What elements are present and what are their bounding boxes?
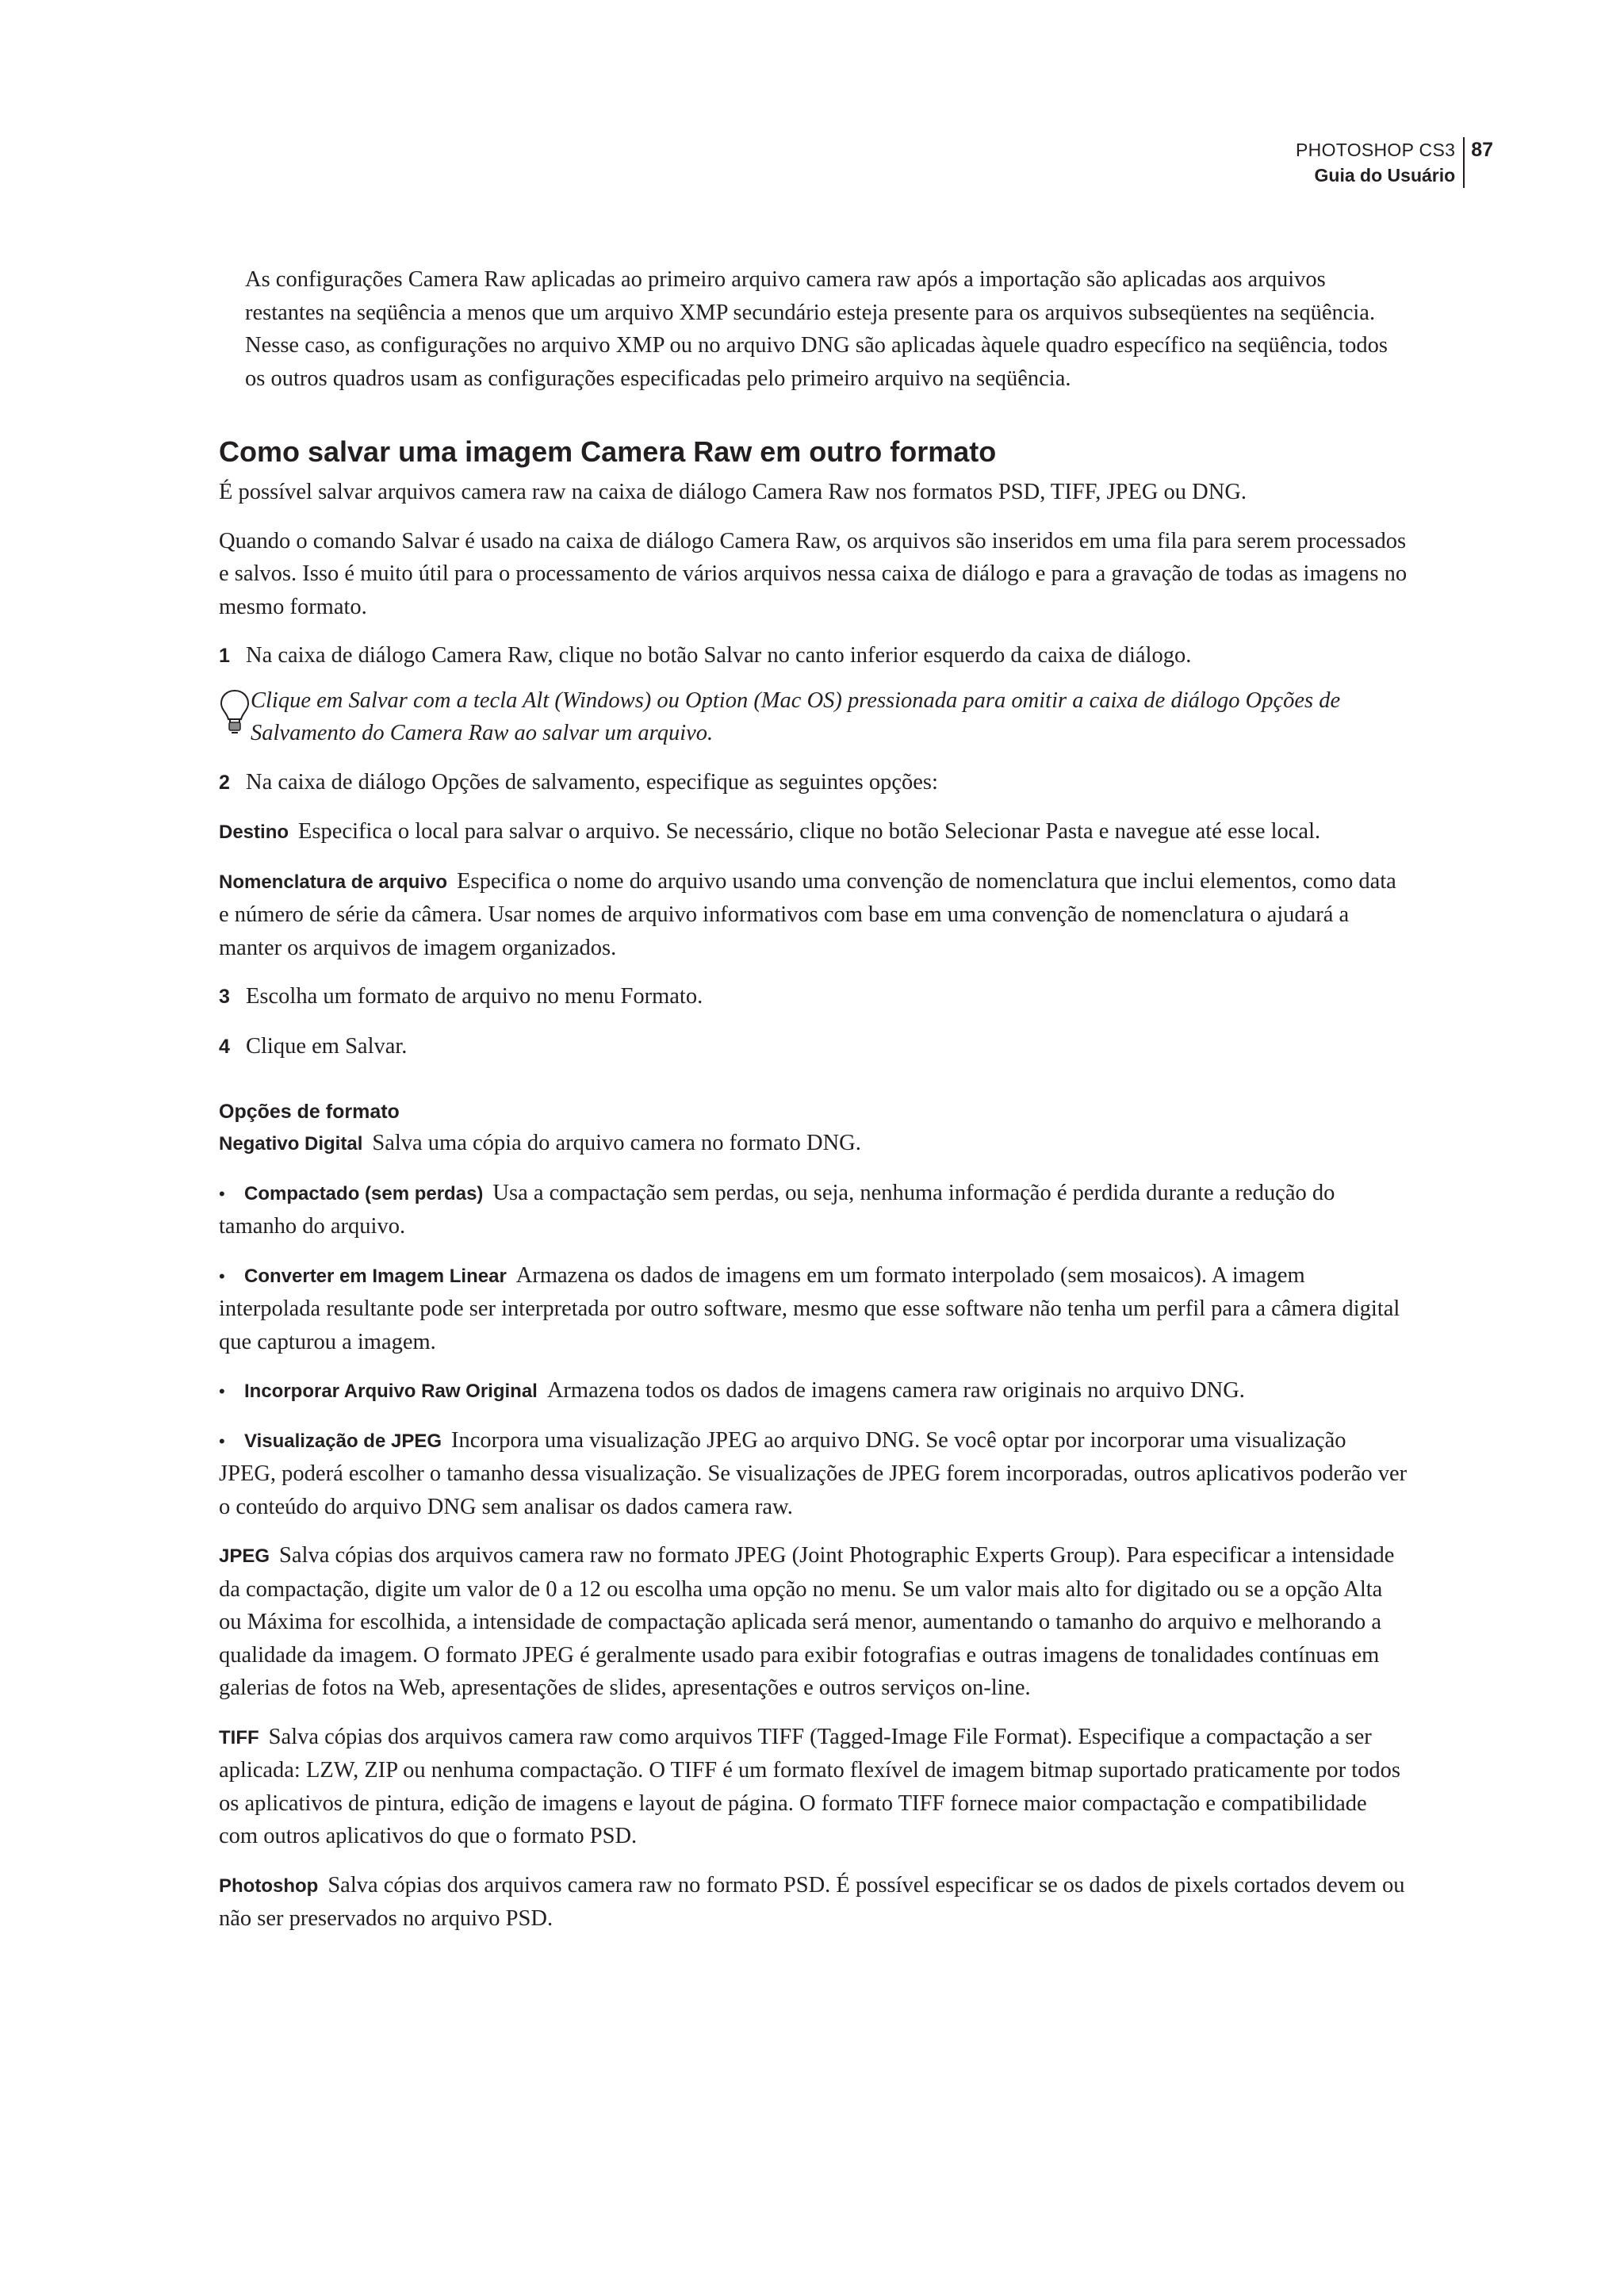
page-content: [219, 263, 1408, 1936]
option-destino: [219, 815, 1408, 849]
option-term: Destino: [219, 821, 289, 843]
bullet-text: Armazena os dados de imagens em um formato interpolado (sem mosaicos). A imagem interpolada resultante pode ser interpretada por outro software, mesmo que esse software não tenha um perfil para a câmera digital que capturou a imagem.: [219, 1262, 1400, 1354]
option-nomenclatura: [219, 865, 1408, 965]
section-paragraph-1: É possível salvar arquivos camera raw na caixa de diálogo Camera Raw nos formatos PSD, TIFF, JPEG ou DNG.: [219, 480, 1247, 504]
option-text: Especifica o nome do arquivo usando uma convenção de nomenclatura que inclui elementos, como data e número de série da câmera. Usar nomes de arquivo informativos com base em uma convenção de nomenclatura o ajudará a manter os arquivos de imagem organizados.: [219, 868, 1396, 960]
bullet-mark: •: [219, 1381, 225, 1401]
bullet-term: Incorporar Arquivo Raw Original: [244, 1381, 538, 1402]
dng-bullet-compactado: [219, 1177, 1408, 1243]
bullet-term: Compactado (sem perdas): [244, 1182, 484, 1204]
lightbulb-icon: [219, 687, 251, 735]
step-1: [219, 639, 1408, 673]
step-text: Escolha um formato de arquivo no menu Formato.: [246, 984, 703, 1009]
step-4: [219, 1030, 1408, 1064]
step-text: Clique em Salvar.: [246, 1033, 408, 1059]
running-header: [1296, 137, 1493, 188]
bullet-text: Usa a compactação sem perdas, ou seja, nenhuma informação é perdida durante a redução do tamanho do arquivo.: [219, 1180, 1335, 1239]
step-text: Na caixa de diálogo Camera Raw, clique no botão Salvar no canto inferior esquerdo da caixa de diálogo.: [246, 643, 1192, 668]
format-term: TIFF: [219, 1726, 259, 1748]
format-term: Photoshop: [219, 1875, 319, 1897]
bullet-mark: •: [219, 1430, 225, 1451]
product-name: PHOTOSHOP CS3: [1296, 140, 1456, 160]
option-term: Nomenclatura de arquivo: [219, 871, 448, 893]
running-header-titles: [1296, 137, 1465, 188]
step-number: 4: [219, 1035, 230, 1058]
section-paragraph-2: Quando o comando Salvar é usado na caixa de diálogo Camera Raw, os arquivos são inseridos em uma fila para serem processados e salvos. Isso é muito útil para o processamento de vários arquivos nessa caixa de diálogo e para a gravação de todas as imagens no mesmo formato.: [219, 528, 1408, 619]
format-options-heading: Opções de formato: [219, 1101, 400, 1123]
step-3: [219, 980, 1408, 1014]
step-number: 2: [219, 771, 230, 794]
bullet-text: Incorpora uma visualização JPEG ao arquivo DNG. Se você optar por incorporar uma visualização JPEG, poderá escolher o tamanho dessa visualização. Se visualizações de JPEG forem incorporadas, outros aplicativos poderão ver o conteúdo do arquivo DNG sem analisar os dados camera raw.: [219, 1427, 1408, 1519]
bullet-term: Visualização de JPEG: [244, 1430, 442, 1452]
step-2: [219, 766, 1408, 800]
format-text: Salva cópias dos arquivos camera raw como arquivos TIFF (Tagged-Image File Format). Especifique a compactação a ser aplicada: LZW, ZIP ou nenhuma compactação. O TIFF é um formato flexível de imagem bitmap suportado praticamente por todos os aplicativos de pintura, edição de imagens e layout de página. O formato TIFF fornece maior compactação e compatibilidade com outros aplicativos do que o formato PSD.: [219, 1724, 1401, 1848]
step-number: 1: [219, 645, 230, 667]
format-text: Salva uma cópia do arquivo camera no formato DNG.: [372, 1131, 861, 1155]
intro-paragraph: As configurações Camera Raw aplicadas ao primeiro arquivo camera raw após a importação são aplicadas aos arquivos restantes na seqüência a menos que um arquivo XMP secundário esteja presente para os arquivos subseqüentes na seqüência. Nesse caso, as configurações no arquivo XMP ou no arquivo DNG são aplicadas àquele quadro específico na seqüência, todos os outros quadros usam as configurações especificadas pelo primeiro arquivo na seqüência.: [245, 267, 1388, 391]
format-term: Negativo Digital: [219, 1133, 363, 1155]
option-text: Especifica o local para salvar o arquivo. Se necessário, clique no botão Selecionar Pasta e navegue até esse local.: [298, 819, 1321, 844]
format-dng: [219, 1127, 1408, 1161]
dng-bullet-raw-original: [219, 1374, 1408, 1408]
bullet-term: Converter em Imagem Linear: [244, 1265, 507, 1287]
section-heading: Como salvar uma imagem Camera Raw em outro formato: [219, 435, 997, 468]
tip-note: [219, 684, 1408, 750]
format-text: Salva cópias dos arquivos camera raw no formato JPEG (Joint Photographic Experts Group). Para especificar a intensidade da compactação, digite um valor de 0 a 12 ou escolha uma opção no menu. Se um valor mais alto for digitado ou se a opção Alta ou Máxima for escolhida, a intensidade de compactação aplicada será menor, aumentando o tamanho do arquivo e melhorando a qualidade da imagem. O formato JPEG é geralmente usado para exibir fotografias e outras imagens de tonalidades contínuas em galerias de fotos na Web, apresentações de slides, apresentações e outros serviços on-line.: [219, 1543, 1395, 1700]
page-number: 87: [1471, 139, 1493, 161]
guide-title: Guia do Usuário: [1314, 165, 1456, 186]
dng-bullet-jpeg-preview: [219, 1424, 1408, 1524]
format-term: JPEG: [219, 1545, 270, 1567]
format-photoshop: [219, 1869, 1408, 1936]
tip-text: Clique em Salvar com a tecla Alt (Windows) ou Option (Mac OS) pressionada para omitir a caixa de diálogo Opções de Salvamento do Camera Raw ao salvar um arquivo.: [251, 687, 1341, 745]
bullet-mark: •: [219, 1183, 225, 1204]
bullet-mark: •: [219, 1266, 225, 1286]
bullet-text: Armazena todos os dados de imagens camera raw originais no arquivo DNG.: [546, 1378, 1245, 1403]
dng-bullet-linear: [219, 1259, 1408, 1359]
format-text: Salva cópias dos arquivos camera raw no formato PSD. É possível especificar se os dados de pixels cortados devem ou não ser preservados no arquivo PSD.: [219, 1872, 1405, 1931]
format-tiff: [219, 1721, 1408, 1853]
step-number: 3: [219, 986, 230, 1008]
format-jpeg: [219, 1539, 1408, 1705]
step-text: Na caixa de diálogo Opções de salvamento, especifique as seguintes opções:: [246, 769, 938, 795]
